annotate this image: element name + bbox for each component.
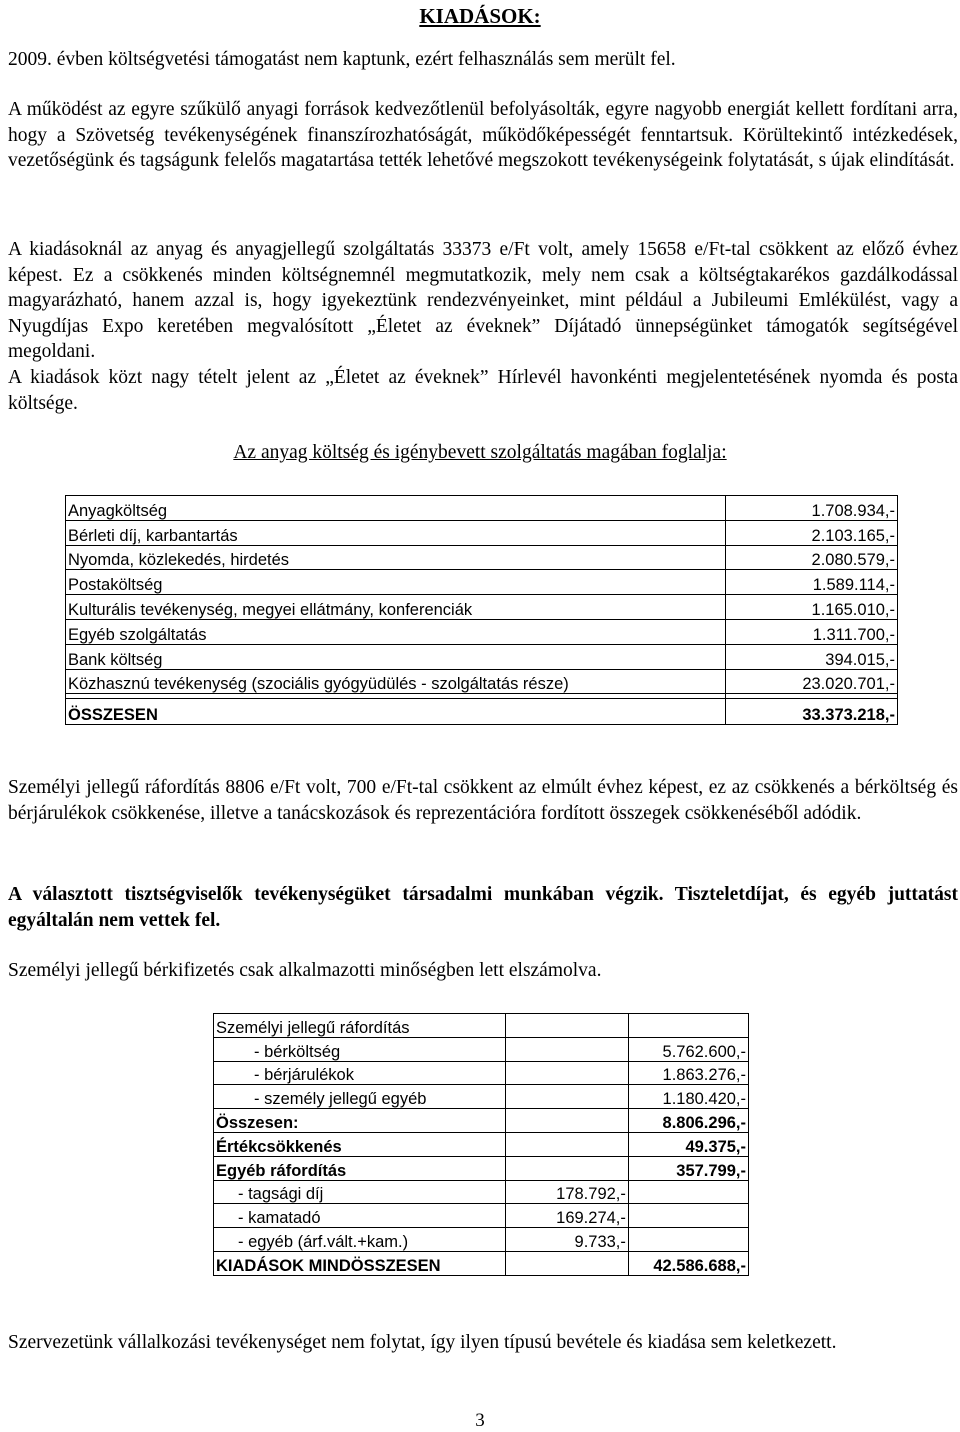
table-row bbox=[66, 644, 898, 669]
row-subvalue bbox=[505, 1037, 628, 1061]
paragraph-personnel-costs: Személyi jellegű ráfordítás 8806 e/Ft volt, 700 e/Ft-tal csökkent az elmúlt évhez képest, ez az csökkenés a bérköltség és bérjárulékok csökkenése, illetve a tanácskozások és reprezentációra fordított összegek csökkenéséből adódik. bbox=[8, 777, 958, 824]
row-subvalue bbox=[505, 1132, 628, 1156]
table-row bbox=[214, 1204, 749, 1228]
row-label: Anyagköltség bbox=[66, 496, 726, 521]
row-label: - egyéb (árf.vált.+kam.) bbox=[214, 1228, 506, 1252]
row-label: - személy jellegű egyéb bbox=[214, 1085, 506, 1109]
row-label: - kamatadó bbox=[214, 1204, 506, 1228]
row-subvalue: 169.274,- bbox=[505, 1204, 628, 1228]
row-label: - bérjárulékok bbox=[214, 1061, 506, 1085]
row-value bbox=[628, 1204, 748, 1228]
row-value: 1.311.700,- bbox=[726, 619, 898, 644]
row-value bbox=[628, 1014, 748, 1038]
table-row bbox=[66, 619, 898, 644]
table-row bbox=[214, 1156, 749, 1180]
row-label: KIADÁSOK MINDÖSSZESEN bbox=[214, 1251, 506, 1275]
row-subvalue bbox=[505, 1251, 628, 1275]
material-costs-table bbox=[65, 495, 898, 725]
row-value: 394.015,- bbox=[726, 644, 898, 669]
section-heading: KIADÁSOK: bbox=[419, 4, 541, 28]
table-row bbox=[214, 1037, 749, 1061]
row-subvalue: 178.792,- bbox=[505, 1180, 628, 1204]
total-value: 33.373.218,- bbox=[726, 699, 898, 725]
table-total-row bbox=[214, 1251, 749, 1275]
table-total-row bbox=[66, 699, 898, 725]
table-row bbox=[66, 545, 898, 570]
table-row bbox=[66, 520, 898, 545]
paragraph-newsletter-costs: A kiadások közt nagy tételt jelent az „Életet az éveknek” Hírlevél havonkénti megjelentetésének nyomda és posta költsége. bbox=[8, 367, 958, 414]
row-value: 357.799,- bbox=[628, 1156, 748, 1180]
row-label: Egyéb ráfordítás bbox=[214, 1156, 506, 1180]
row-label: Kulturális tevékenység, megyei ellátmány, konferenciák bbox=[66, 595, 726, 620]
row-subvalue bbox=[505, 1156, 628, 1180]
row-label: Bank költség bbox=[66, 644, 726, 669]
table-row bbox=[214, 1109, 749, 1133]
paragraph-operations: A működést az egyre szűkülő anyagi források kedvezőtlenül befolyásolták, egyre nagyobb energiát kellett fordítani arra, hogy a Szövetség tevékenységének finanszírozhatóságát, működőképességét fenntartsuk. Körültekintő intézkedések, vezetőségünk és tagságunk felelős magatartása tették lehetővé megszokott tevékenységeink folytatását, s újak elindítását. bbox=[8, 99, 958, 171]
row-value: 1.180.420,- bbox=[628, 1085, 748, 1109]
table-row bbox=[66, 669, 898, 694]
row-value: 2.080.579,- bbox=[726, 545, 898, 570]
table1-title: Az anyag költség és igénybevett szolgáltatás magában foglalja: bbox=[233, 442, 727, 463]
row-label: Értékcsökkenés bbox=[214, 1132, 506, 1156]
paragraph-no-business-activity: Szervezetünk vállalkozási tevékenységet nem folytat, így ilyen típusú bevétele és kiadása sem keletkezett. bbox=[8, 1332, 837, 1353]
row-subvalue bbox=[505, 1085, 628, 1109]
personnel-costs-table bbox=[213, 1013, 749, 1276]
row-value: 1.708.934,- bbox=[726, 496, 898, 521]
row-value: 1.589.114,- bbox=[726, 570, 898, 595]
row-label: Postaköltség bbox=[66, 570, 726, 595]
row-subvalue bbox=[505, 1109, 628, 1133]
row-label: - bérköltség bbox=[214, 1037, 506, 1061]
row-subvalue bbox=[505, 1014, 628, 1038]
table-row bbox=[214, 1014, 749, 1038]
row-label: Nyomda, közlekedés, hirdetés bbox=[66, 545, 726, 570]
row-value: 5.762.600,- bbox=[628, 1037, 748, 1061]
table-row bbox=[66, 496, 898, 521]
row-value: 8.806.296,- bbox=[628, 1109, 748, 1133]
row-value: 42.586.688,- bbox=[628, 1251, 748, 1275]
row-value: 23.020.701,- bbox=[726, 669, 898, 694]
paragraph-officials: A választott tisztségviselők tevékenységüket társadalmi munkában végzik. Tiszteletdíjat, és egyéb juttatást egyáltalán nem vettek fel. bbox=[8, 884, 958, 931]
total-label: ÖSSZESEN bbox=[66, 699, 726, 725]
row-subvalue bbox=[505, 1061, 628, 1085]
table-row bbox=[214, 1228, 749, 1252]
row-label: - tagsági díj bbox=[214, 1180, 506, 1204]
paragraph-budget-support: 2009. évben költségvetési támogatást nem kaptunk, ezért felhasználás sem merült fel. bbox=[8, 49, 676, 70]
row-value bbox=[628, 1180, 748, 1204]
table-row bbox=[214, 1085, 749, 1109]
table-row bbox=[214, 1132, 749, 1156]
row-subvalue: 9.733,- bbox=[505, 1228, 628, 1252]
paragraph-material-costs: A kiadásoknál az anyag és anyagjellegű szolgáltatás 33373 e/Ft volt, amely 15658 e/Ft-tal csökkent az előző évhez képest. Ez a csökkenés minden költségnemnél megmutatkozik, mely nem csak a költségtakarékos gazdálkodással magyarázható, hanem azzal is, hogy igyekeztünk rendezvényeinket, mint például a Jubileumi Emlékülést, vagy a Nyugdíjas Expo keretében megvalósított „Életet az éveknek” Díjátadó ünnepségünket támogatók segítségével megoldani. bbox=[8, 239, 958, 362]
page-number: 3 bbox=[475, 1410, 485, 1431]
row-value bbox=[628, 1228, 748, 1252]
paragraph-salary-payments: Személyi jellegű bérkifizetés csak alkalmazotti minőségben lett elszámolva. bbox=[8, 960, 602, 981]
row-label: Személyi jellegű ráfordítás bbox=[214, 1014, 506, 1038]
row-value: 1.165.010,- bbox=[726, 595, 898, 620]
table-row bbox=[66, 595, 898, 620]
table-row bbox=[214, 1061, 749, 1085]
row-value: 49.375,- bbox=[628, 1132, 748, 1156]
table-row bbox=[66, 570, 898, 595]
table-row bbox=[214, 1180, 749, 1204]
row-label: Közhasznú tevékenység (szociális gyógyüdülés - szolgáltatás része) bbox=[66, 669, 726, 694]
row-label: Összesen: bbox=[214, 1109, 506, 1133]
row-label: Egyéb szolgáltatás bbox=[66, 619, 726, 644]
row-label: Bérleti díj, karbantartás bbox=[66, 520, 726, 545]
row-value: 2.103.165,- bbox=[726, 520, 898, 545]
row-value: 1.863.276,- bbox=[628, 1061, 748, 1085]
